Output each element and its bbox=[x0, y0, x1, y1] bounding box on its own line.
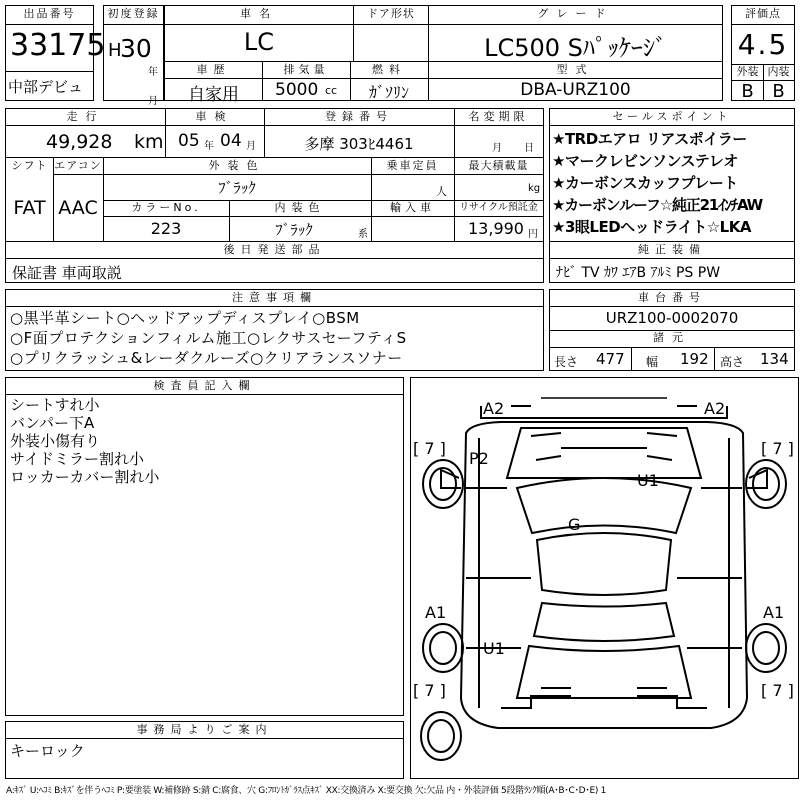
capacity-unit: 人 bbox=[436, 185, 447, 198]
year-value: 30 bbox=[120, 34, 152, 63]
note-line: ○F面プロテクションフィルム施工○レクサスセーフティS bbox=[10, 329, 407, 347]
import-label: 輸入車 bbox=[390, 201, 435, 214]
door-box bbox=[353, 5, 429, 62]
note-line: ○プリクラッシュ&レーダクルーズ○クリアランスソナー bbox=[10, 349, 403, 367]
inspection-month: 04 bbox=[220, 131, 242, 151]
month-unit: 月 bbox=[148, 96, 158, 107]
mileage-label: 走行 bbox=[66, 110, 105, 123]
int-color-label: 内装色 bbox=[274, 201, 326, 214]
model-code-value: DBA-URZ100 bbox=[520, 80, 631, 100]
expiry-day-unit: 日 bbox=[524, 143, 534, 154]
color-value: ﾌﾞﾗｯｸ bbox=[218, 179, 256, 197]
inspector-line: 外装小傷有り bbox=[10, 432, 101, 450]
label-a2-left: A2 bbox=[483, 399, 505, 418]
color-label: 外装色 bbox=[208, 159, 266, 172]
first-reg-label: 初度登録 bbox=[107, 7, 160, 20]
length-label: 長さ bbox=[554, 355, 579, 369]
width-value: 192 bbox=[680, 350, 709, 368]
grade-label: グレード bbox=[537, 7, 614, 20]
era: H bbox=[108, 40, 122, 61]
equipment-value: ﾅﾋﾞ TV ｶﾜ ｴｱB ｱﾙﾐ PS PW bbox=[556, 265, 721, 281]
sales-point-item: ★カーボンルーフ☆純正21ｲﾝﾁAW bbox=[552, 196, 763, 214]
label-u1-lower: U1 bbox=[483, 639, 505, 658]
year-unit: 年 bbox=[148, 67, 158, 78]
chassis-box bbox=[549, 289, 795, 371]
expiry-month-unit: 月 bbox=[492, 143, 502, 154]
recycle-label: リサイクル預託金 bbox=[459, 202, 538, 213]
load-label: 最大積載量 bbox=[468, 159, 529, 172]
car-diagram-svg bbox=[411, 378, 798, 778]
note-line: ○黒半革シート○ヘッドアップディスプレイ○BSM bbox=[10, 309, 360, 327]
width-label: 幅 bbox=[646, 355, 659, 369]
inspection-month-unit: 月 bbox=[246, 141, 256, 152]
ac-value: AAC bbox=[58, 197, 98, 219]
int-color-value: ﾌﾞﾗｯｸ bbox=[275, 221, 313, 239]
door-label: ドア形状 bbox=[367, 7, 415, 20]
sales-point-item: ★TRDエアロ リアスポイラー bbox=[552, 130, 747, 148]
dimensions-label: 諸元 bbox=[653, 331, 691, 344]
label-g: G bbox=[568, 515, 581, 534]
height-value: 134 bbox=[760, 350, 789, 368]
color-no-label: カラーNo. bbox=[131, 201, 201, 214]
load-unit: kg bbox=[528, 183, 541, 194]
score-box bbox=[731, 5, 795, 101]
label-u1-upper: U1 bbox=[637, 471, 659, 490]
fuel-label: 燃料 bbox=[372, 63, 406, 76]
shift-value: FAT bbox=[13, 197, 46, 219]
score-label: 評価点 bbox=[745, 7, 781, 20]
label-7-bottom-right: [ 7 ] bbox=[761, 681, 794, 700]
later-parts-label: 後日発送部品 bbox=[223, 243, 326, 256]
inspection-label: 車検 bbox=[195, 110, 234, 123]
label-a1-right: A1 bbox=[763, 603, 785, 622]
history-value: 自家用 bbox=[188, 85, 239, 105]
later-parts-box bbox=[5, 241, 544, 283]
expiry-label: 名変期限 bbox=[468, 110, 529, 123]
displacement-value: 5000 bbox=[275, 80, 319, 100]
length-value: 477 bbox=[596, 350, 625, 368]
inspection-year-unit: 年 bbox=[204, 141, 214, 152]
office-box bbox=[5, 721, 404, 779]
equipment-label: 純正装備 bbox=[638, 243, 706, 256]
grade-box bbox=[428, 5, 723, 62]
ac-label: エアコン bbox=[54, 159, 102, 172]
inspector-line: サイドミラー割れ小 bbox=[10, 450, 144, 468]
exterior-grade: B bbox=[741, 81, 754, 102]
label-7-top-left: [ 7 ] bbox=[413, 439, 446, 458]
inspector-box bbox=[5, 377, 404, 716]
recycle-unit: 円 bbox=[528, 229, 538, 240]
lot-number-box bbox=[5, 5, 106, 101]
sales-point-item: ★3眼LEDヘッドライト☆LKA bbox=[552, 218, 751, 236]
label-a1-left: A1 bbox=[425, 603, 447, 622]
office-value: キーロック bbox=[10, 742, 85, 760]
score-value: 4.5 bbox=[737, 28, 789, 61]
recycle-value: 13,990 bbox=[468, 219, 524, 238]
color-no-value: 223 bbox=[150, 219, 182, 238]
label-a2-right: A2 bbox=[704, 399, 726, 418]
interior-label: 内装 bbox=[767, 65, 790, 78]
debut-label: 中部デビュ bbox=[8, 78, 84, 96]
displacement-unit: cc bbox=[325, 84, 338, 97]
sales-points-box bbox=[549, 108, 795, 242]
height-label: 高さ bbox=[720, 355, 745, 369]
model-box bbox=[164, 5, 354, 62]
history-label: 車歴 bbox=[196, 63, 231, 76]
mileage-unit: km bbox=[134, 131, 164, 153]
inspector-line: バンパー下A bbox=[10, 414, 95, 432]
chassis-label: 車台番号 bbox=[638, 291, 706, 304]
label-p2: P2 bbox=[469, 449, 489, 468]
equipment-box bbox=[549, 241, 795, 283]
exterior-label: 外装 bbox=[736, 65, 759, 78]
label-7-bottom-left: [ 7 ] bbox=[413, 681, 446, 700]
inspector-label: 検査員記入欄 bbox=[153, 379, 256, 392]
plate-label: 登録番号 bbox=[325, 110, 393, 123]
specs-box bbox=[164, 61, 723, 105]
interior-grade: B bbox=[772, 81, 785, 102]
model-label: 車名 bbox=[240, 7, 278, 20]
legend: A:ｷｽﾞ U:ﾍｺﾐ B:ｷｽﾞを伴うﾍｺﾐ P:要塗装 W:補修跡 S:錆 C:腐食、穴 G:ﾌﾛﾝﾄｶﾞﾗｽ点ｷｽﾞ XX:交換済み X:要交換 欠:欠品 内・外装評価 5段階ﾗﾝｸ順(A･B･C･D･E) 1 bbox=[6, 786, 607, 796]
mileage-value: 49,928 bbox=[46, 131, 113, 153]
grade-value: LC500 Sﾊﾟｯｹｰｼﾞ bbox=[484, 34, 667, 62]
inspector-line: ロッカーカバー割れ小 bbox=[10, 468, 160, 486]
first-registration-box bbox=[103, 5, 164, 107]
sales-point-item: ★マークレビンソンステレオ bbox=[552, 152, 738, 170]
shift-label: シフト bbox=[11, 159, 48, 172]
plate-value: 多摩 303ﾋ4461 bbox=[304, 135, 414, 153]
sales-points-label: セールスポイント bbox=[612, 110, 732, 123]
later-parts-value: 保証書 車両取説 bbox=[12, 264, 122, 282]
int-color-unit: 系 bbox=[358, 229, 368, 240]
model-name: LC bbox=[243, 28, 275, 56]
office-label: 事務局よりご案内 bbox=[136, 723, 273, 736]
displacement-label: 排気量 bbox=[283, 63, 329, 76]
inspection-year: 05 bbox=[178, 131, 200, 151]
damage-diagram bbox=[410, 377, 799, 779]
capacity-label: 乗車定員 bbox=[386, 159, 439, 172]
lot-number: 33175 bbox=[10, 28, 106, 63]
chassis-value: URZ100-0002070 bbox=[605, 309, 739, 327]
sales-point-item: ★カーボンスカッフプレート bbox=[552, 174, 738, 192]
notes-label: 注意事項欄 bbox=[232, 291, 317, 304]
vehicle-details-box bbox=[5, 108, 544, 242]
model-code-label: 型式 bbox=[556, 63, 595, 76]
inspector-line: シートすれ小 bbox=[10, 396, 100, 414]
notes-box bbox=[5, 289, 544, 371]
label-7-top-right: [ 7 ] bbox=[761, 439, 794, 458]
lot-number-label: 出品番号 bbox=[23, 7, 76, 20]
fuel-value: ｶﾞｿﾘﾝ bbox=[368, 83, 409, 102]
